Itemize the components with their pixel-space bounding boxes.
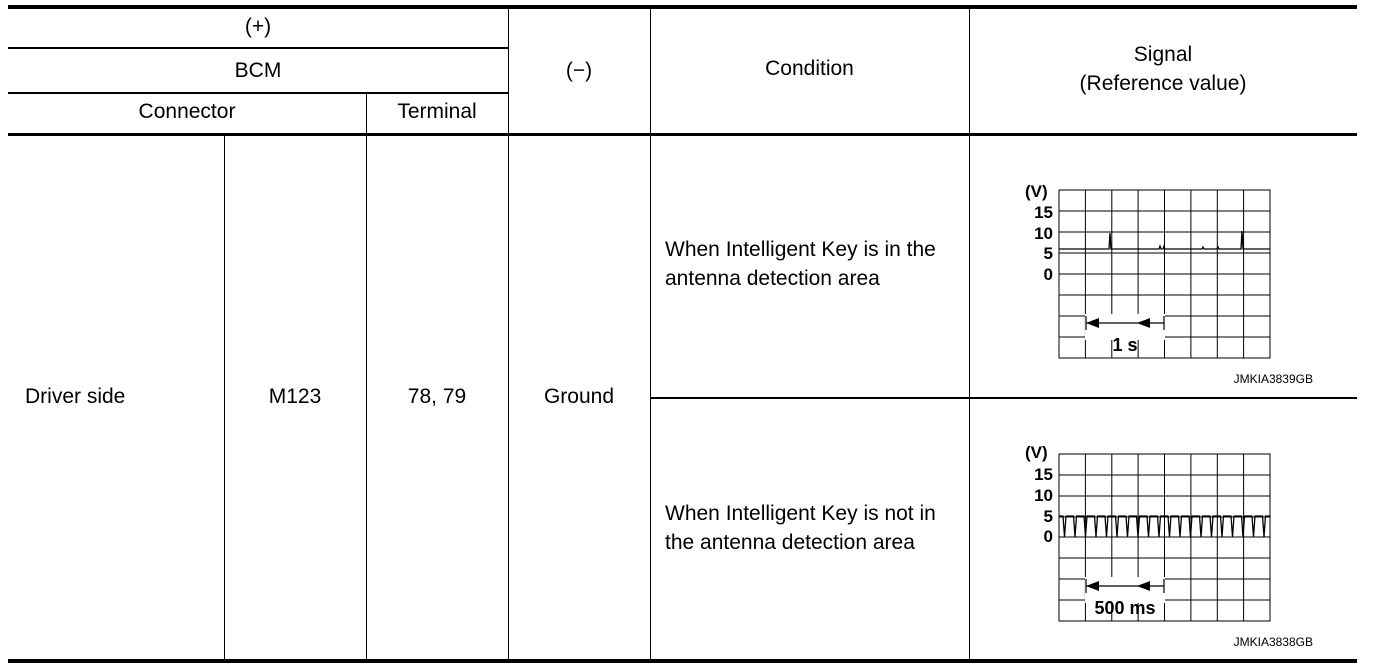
rule-plus <box>8 47 508 49</box>
y-tick-10: 10 <box>1034 486 1053 505</box>
header-condition: Condition <box>765 57 854 80</box>
header-signal: Signal <box>1133 43 1193 66</box>
header-minus: (−) <box>565 59 593 82</box>
waveform-not-in-area <box>1005 438 1325 652</box>
rule-bcm <box>8 92 508 94</box>
cell-connector-name: Driver side <box>25 385 126 408</box>
y-tick-10: 10 <box>1034 224 1053 243</box>
header-terminal: Terminal <box>397 100 477 123</box>
cell-terminal: 78, 79 <box>407 385 467 408</box>
cell-minus: Ground <box>543 385 615 408</box>
waveform-in-area <box>1005 176 1325 386</box>
col-divider-minus <box>508 7 509 661</box>
header-connector: Connector <box>138 100 236 123</box>
y-tick-5: 5 <box>1043 244 1053 263</box>
timebase-label: 500 ms <box>1094 598 1156 618</box>
timebase-label: 1 s <box>1112 335 1138 355</box>
y-tick-15: 15 <box>1034 203 1053 222</box>
y-tick-0: 0 <box>1043 527 1053 546</box>
header-bcm: BCM <box>234 59 282 82</box>
rule-top <box>8 5 1357 9</box>
col-divider-terminal <box>366 92 367 661</box>
header-plus: (+) <box>244 15 272 38</box>
condition-1-line2: antenna detection area <box>665 267 880 290</box>
cell-connector-code: M123 <box>268 385 322 408</box>
y-unit-label: (V) <box>1025 182 1048 201</box>
col-divider-signal <box>969 7 970 661</box>
condition-1-line1: When Intelligent Key is in the <box>665 238 936 261</box>
condition-2-line1: When Intelligent Key is not in <box>665 502 936 525</box>
y-tick-5: 5 <box>1043 507 1053 526</box>
rule-condition-split <box>650 397 1357 399</box>
rule-header-bottom <box>8 133 1357 136</box>
header-signal-ref: (Reference value) <box>1079 72 1247 95</box>
rule-bottom <box>8 659 1357 663</box>
col-divider-condition <box>650 7 651 661</box>
y-unit-label: (V) <box>1025 443 1048 462</box>
figure-code: JMKIA3838GB <box>1233 635 1313 649</box>
figure-code: JMKIA3839GB <box>1233 372 1313 386</box>
y-tick-15: 15 <box>1034 465 1053 484</box>
y-tick-0: 0 <box>1043 265 1053 284</box>
condition-2-line2: the antenna detection area <box>665 531 915 554</box>
